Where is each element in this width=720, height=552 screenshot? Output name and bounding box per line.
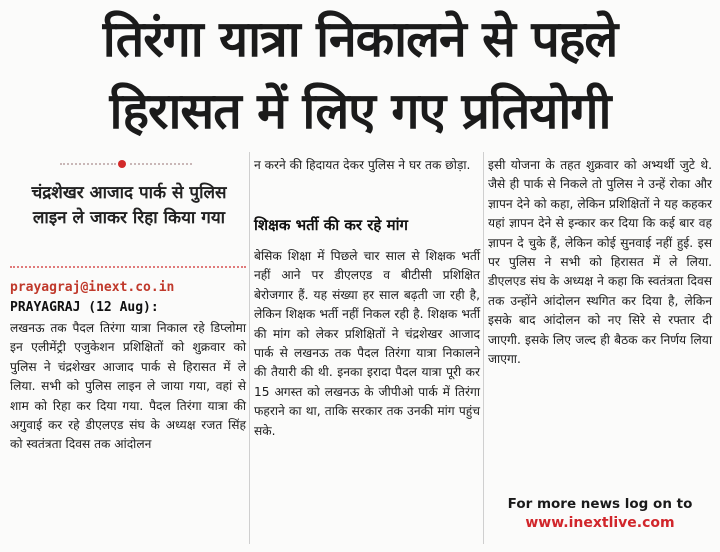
reporter-email: prayagraj@inext.co.in — [10, 280, 175, 295]
subheadline-rule — [10, 266, 246, 268]
divider-red-dot — [118, 160, 126, 168]
promo-text: For more news log on to — [507, 496, 693, 512]
promo-website-link[interactable]: www.inextlive.com — [525, 515, 675, 531]
article-column-3: इसी योजना के तहत शुक्रवार को अभ्यर्थी जुटे थे. जैसे ही पार्क से निकले तो पुलिस ने उन्हें रोका और ज्ञापन देने को कहा, लेकिन प्रशिक्षितों ने यह कहकर यहां ज्ञापन देने से इन्कार कर दिया कि कई बार वह ज्ञापन दे चुके हैं, लेकिन कोई सुनवाई नहीं हुई. इस पर पुलिस ने सभी को हिरासत में ले लिया. डीएलएड संघ के अध्यक्ष ने कहा कि स्वतंत्रता दिवस तक उन्होंने आंदोलन स्थगित कर दिया है, लेकिन इसके बाद आंदोलन को नए सिरे से रफ्तार दी जाएगी. इसके लिए जल्द ही बैठक कर निर्णय लिया जाएगा. — [488, 158, 712, 367]
article-column-2-top: न करने की हिदायत देकर पुलिस ने घर तक छोड़ा. — [254, 158, 471, 172]
divider-dotted-line-left — [60, 163, 116, 165]
article-column-2-body: बेसिक शिक्षा में पिछले चार साल से शिक्षक भर्ती नहीं आने पर डीएलएड व बीटीसी प्रशिक्षित बेरोजगार हैं. यह संख्या हर साल बढ़ती जा रही है, लेकिन शिक्षक भर्ती नहीं निकल रही है. शिक्षक भर्ती की मांग को लेकर प्रशिक्षितों ने चंद्रशेखर आजाद पार्क से लखनऊ तक पैदल तिरंगा यात्रा निकालने की तैयारी की थी. इनका इरादा पैदल यात्रा पूरी कर 15 अगस्त को लखनऊ के जीपीओ पार्क में तिरंगा फहराने का था, ताकि सरकार तक उनकी मांग पहुंच सके. — [254, 249, 480, 438]
article-column-1: लखनऊ तक पैदल तिरंगा यात्रा निकाल रहे डिप्लोमा इन एलीमेंट्री एजुकेशन प्रशिक्षितों को शुक्रवार को पुलिस ने चंद्रशेखर आजाद पार्क से हिरासत में ले लिया. सभी को पुलिस लाइन ले जाया गया, वहां से शाम को रिहा कर दिया गया. पैदल तिरंगा यात्रा की अगुवाई कर रहे डीएलएड संघ के अध्यक्ष रजत सिंह को स्वतंत्रता दिवस तक आंदोलन — [10, 321, 246, 452]
headline-line-2: हिरासत में लिए गए प्रतियोगी — [109, 82, 611, 140]
headline-line-1: तिरंगा यात्रा निकालने से पहले — [102, 10, 618, 68]
section-heading: शिक्षक भर्ती की कर रहे मांग — [254, 216, 408, 234]
dateline: PRAYAGRAJ (12 Aug): — [10, 300, 159, 315]
divider-dotted-line-right — [130, 163, 192, 165]
column-separator — [249, 152, 250, 544]
decorative-divider — [60, 160, 200, 168]
column-separator — [483, 152, 484, 544]
subheadline: चंद्रशेखर आजाद पार्क से पुलिस लाइन ले जाकर रिहा किया गया — [31, 183, 227, 228]
